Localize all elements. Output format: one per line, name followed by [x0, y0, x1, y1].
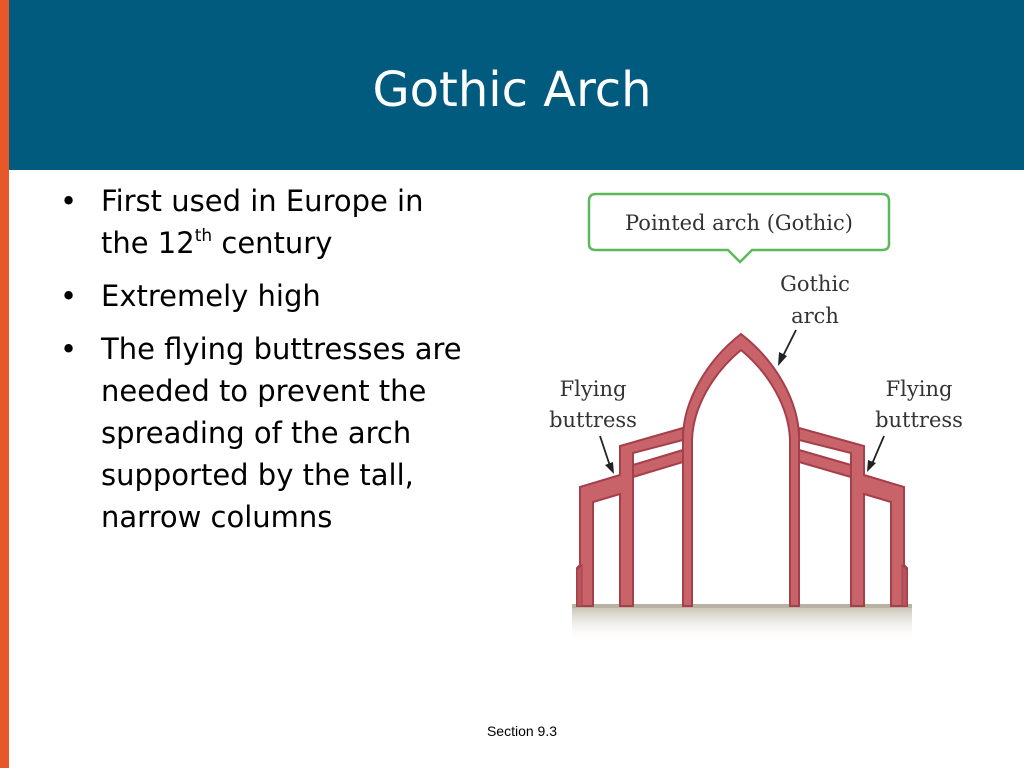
left-buttress-strut [633, 450, 683, 477]
pointed-arch [683, 334, 799, 606]
right-buttress-arrow [867, 436, 884, 472]
bullet-marker: • [60, 279, 78, 313]
right-pier [902, 565, 907, 606]
gothic-arch-label-line1: Gothic [780, 272, 850, 296]
bullet-item-first-used [60, 180, 470, 264]
bullet-text: First used in Europe in the 12 [101, 184, 424, 260]
pointed-arch-callout [589, 194, 889, 262]
right-buttress-strut [799, 450, 851, 477]
gothic-arch-diagram [540, 185, 980, 650]
bullet-item-extremely-high [60, 275, 470, 317]
left-buttress-label-line1: Flying [559, 377, 627, 401]
gothic-arch-structure [577, 334, 907, 606]
right-buttress-label-line1: Flying [885, 377, 953, 401]
right-buttress-label-line2: buttress [875, 408, 963, 432]
bullet-list [60, 180, 470, 549]
bullet-item-flying-buttresses [60, 328, 470, 538]
bullet-text: Extremely high [101, 279, 321, 313]
left-pier [577, 565, 582, 606]
slide-title: Gothic Arch [372, 62, 652, 118]
gothic-arch-label-line2: arch [791, 304, 839, 328]
section-footer: Section 9.3 [486, 723, 558, 739]
bullet-superscript: th [194, 226, 213, 246]
callout-label: Pointed arch (Gothic) [625, 211, 853, 235]
bullet-marker: • [60, 332, 78, 366]
bullet-text: The flying buttresses are needed to prevent the spreading of the arch supported by the tall, narrow columns [101, 332, 462, 534]
gothic-arch-arrow [778, 330, 796, 366]
bullet-marker: • [60, 184, 78, 218]
bullet-text-tail: century [212, 226, 333, 260]
left-buttress-label-line2: buttress [549, 408, 637, 432]
ground-shadow [572, 606, 912, 642]
left-buttress-arrow [600, 436, 614, 474]
